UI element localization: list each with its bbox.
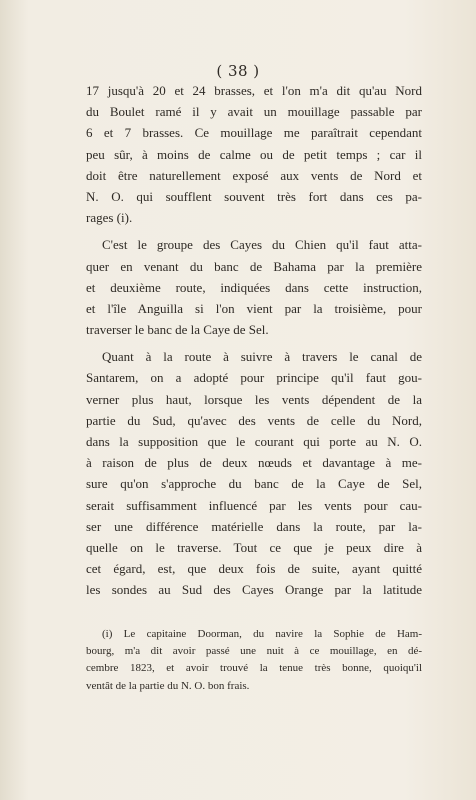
text-line: 17 jusqu'à 20 et 24 brasses, et l'on m'a dit qu'au Nord	[86, 83, 422, 98]
text-line: verner plus haut, lorsque les vents dépendent de la	[86, 391, 422, 407]
page-number: ( 38 )	[216, 62, 260, 80]
footnote-line: (i) Le capitaine Doorman, du navire la Sophie de Ham-	[102, 628, 422, 640]
text-line: Santarem, on a adopté pour principe qu'il faut gou-	[86, 370, 422, 386]
text-line: les sondes au Sud des Cayes Orange par la latitude	[86, 582, 422, 598]
paragraph-1	[86, 80, 422, 228]
text-line: 6 et 7 brasses. Ce mouillage me paraîtrait cependant	[86, 125, 422, 141]
text-line: sure qu'on s'approche du banc de la Caye de Sel,	[86, 476, 422, 492]
footnote-line: bourg, m'a dit avoir passé une nuit à ce mouillage, en dé-	[86, 645, 422, 658]
footnote-line: ventât de la partie du N. O. bon frais.	[86, 679, 250, 692]
text-line: quelle on le traverse. Tout ce que je peux dire à	[86, 539, 422, 555]
text-line: partie du Sud, qu'avec des vents de celle du Nord,	[86, 412, 422, 428]
text-line: quer en venant du banc de Bahama par la première	[86, 258, 422, 274]
text-line: serait suffisamment influencé par les vents pour cau-	[86, 497, 422, 513]
text-line: traverser le banc de la Caye de Sel.	[86, 322, 269, 338]
paragraph-2	[86, 234, 422, 340]
main-text	[86, 80, 422, 601]
text-line: doit être naturellement exposé aux vents de Nord et	[86, 167, 422, 183]
footnote-line: cembre 1823, et avoir trouvé la tenue très bonne, quoiqu'il	[86, 662, 422, 675]
text-line: et deuxième route, indiquées dans cette instruction,	[86, 279, 422, 295]
text-line: et l'île Anguilla si l'on vient par la troisième, pour	[86, 300, 422, 316]
text-line: du Boulet ramé il y avait un mouillage passable par	[86, 104, 422, 120]
text-line: N. O. qui soufflent souvent très fort dans ces pa-	[86, 188, 422, 204]
text-line: rages (i).	[86, 210, 133, 226]
paragraph-3	[86, 346, 422, 600]
text-line: peu sûr, à moins de calme ou de petit temps ; car il	[86, 146, 422, 162]
text-line: dans la supposition que le courant qui porte au N. O.	[86, 434, 422, 449]
text-line: C'est le groupe des Cayes du Chien qu'il faut atta-	[102, 237, 422, 253]
text-line: à raison de plus de deux nœuds et davantage à me-	[86, 455, 422, 471]
footnote	[86, 626, 422, 695]
text-line: Quant à la route à suivre à travers le canal de	[102, 349, 422, 365]
text-line: ser une différence matérielle dans la route, par la-	[86, 518, 422, 534]
text-line: cet égard, est, que deux fois de suite, ayant quitté	[86, 561, 422, 577]
